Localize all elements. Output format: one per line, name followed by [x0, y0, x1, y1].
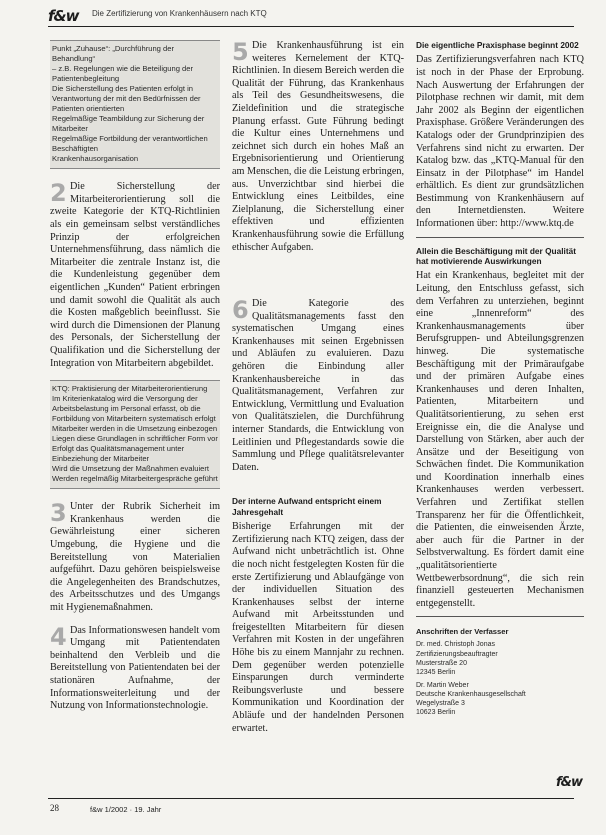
authors-title: Anschriften der Verfasser — [416, 627, 509, 637]
box-line: – z.B. Regelungen wie die Beteiligung der Patientenbegleitung — [52, 64, 193, 84]
section-6 — [232, 298, 404, 474]
box-line: Wird die Umsetzung der Maßnahmen evaluiert — [52, 464, 210, 474]
section-3 — [50, 501, 220, 614]
box-line: Liegen diese Grundlagen in schriftlicher Form vor — [52, 434, 218, 444]
box-line: Im Kriterienkatalog wird die Versorgung der Arbeitsbelastung im Personal erfasst, ob die Fortbildung von Mitarbeitern systematisch erfolgt — [52, 394, 216, 424]
divider — [416, 237, 584, 238]
header-rule — [48, 26, 574, 27]
section-number: 2 — [50, 179, 67, 208]
section-4 — [50, 622, 220, 713]
body-paragraph: Das Zertifizierungsverfahren nach KTQ ist noch in der Phase der Erprobung. Nach Auswertung der Erfahrungen der Pilotphase rechnen wir damit, mit dem Jahr 2002 als Beginn der eigentlichen Praxisphase. Größere Veränderungen des Katalogs oder der Grundprinzipien des Verfahrens sind nicht zu erwarten. Der Katalog bzw. das „KTQ-Manual für den Einsatz in der Pilotphase“ im Handel erhältlich. Es dient zur grundsätzlichen Bestimmung von Krankenhäusern auf den Internetdiensten. Weitere Informationen über: http://www.ktq.de — [416, 54, 584, 230]
author-address: Dr. Martin Weber Deutsche Krankenhausgesellschaft Wegelystraße 3 10623 Berlin — [416, 681, 526, 717]
journal-issue: f&w 1/2002 · 19. Jahr — [90, 805, 162, 814]
body-paragraph: Hat ein Krankenhaus, begleitet mit der Leitung, den Entschluss gefasst, sich dem Verfahren zu unterziehen, beginnt eine „Innenreform“ des Krankenhausmanagements über Berufsgruppen- und Abteilungsgrenzen hinweg. Die systematische Beschäftigung mit der Primäraufgabe und der primären Aufgabe eines Krankenhauses und deren Inhalten, Patienten, Mitarbeitern und Qualitätsorientierung, zu sehen erst Ereignisse ein, die die Analyse und Darstellung von Stärken, aber auch der Ansätze und der Beseitigung von Schwächen findet. Die Kommunikation und Koordination innerhalb eines Krankenhauses werden verbessert. Verfahren und Zertifikat stellen Transparenz her für die Öffentlichkeit, die Patienten, die einweisenden Ärzte, aber auch für die Partner in der Selbstverwaltung. Es fördert damit eine „qualitätsorientierte Wettbewerbsordnung“, die sich rein finanziell gesteuerten Mechanismen entgegenstellt. — [416, 270, 584, 609]
section-number: 5 — [232, 38, 249, 66]
divider — [416, 616, 584, 617]
body-paragraph: Bisherige Erfahrungen mit der Zertifizierung nach KTQ zeigen, dass der Aufwand nicht unbeträchtlich ist. Ohne die noch nicht festgelegten Kosten für die erste Zertifizierung und Ablaufgänge von der individuellen Situation des Krankenhauses selbst der interne Aufwand mit Arbeitsstunden und freigestellten Mitarbeitern für diesen Verfahren mit Kosten in der ungefähren Höhe bis zu einem Mannjahr zu rechnen. Dem gegenüber werden potenzielle Einsparungen durch verminderte Reibungsverluste und bessere Kommunikation und Koordination der Abläufe und der handelnden Personen erwartet. — [232, 521, 404, 734]
running-header: Die Zertifizierung von Krankenhäusern nach KTQ — [92, 9, 267, 18]
section-2 — [50, 181, 220, 370]
section-number: 6 — [232, 296, 249, 325]
section-number: 4 — [50, 622, 67, 651]
box-line: Krankenhausorganisation — [52, 154, 139, 164]
section-text: Das Informationswesen handelt vom Umgang mit Patientendaten beinhaltend den Verbleib und die Bereitstellung von Patientendaten bei der stationären Aufnahme, der Informationsweiterleitung und der Nutzung von Informationstechnologie. — [50, 624, 220, 712]
column-left — [50, 40, 220, 713]
section-text: Die Kategorie des Qualitätsmanagements fasst den systematischen Umgang eines Krankenhauses mit seinen Ergebnissen und Abläufen zu evaluieren. Dazu gehören die Einbindung aller Krankenhausbereiche in das Qualitätsmanagement, Verfahren zur Entwicklung, Vermittlung und Evaluation von Qualitätszielen, die Durchführung interner Standards, die Entwicklung von Leitlinien und Pflegestandards sowie die Sammlung und Pflege qualitätsrelevanter Daten. — [232, 298, 404, 473]
page-number: 28 — [50, 803, 59, 813]
journal-logo: f&w — [48, 7, 79, 25]
box-line: Mitarbeiter werden in die Umsetzung einbezogen — [52, 424, 218, 434]
section-5 — [232, 40, 404, 254]
box-line: Werden regelmäßig Mitarbeitergespräche geführt — [52, 474, 218, 484]
box-line: Regelmäßige Fortbildung der verantwortlichen Beschäftigten — [52, 134, 208, 154]
column-right — [416, 40, 584, 717]
section-text: Die Krankenhausführung ist ein weiteres Kernelement der KTQ-Richtlinien. In diesem Bereich werden die Qualität der Führung, das Krankenhaus als Teil des Gesundheitswesens, die Zieldefinition und die strategische Planung erfasst. Gute Führung bedingt die Kultur eines Unternehmens und zeichnet sich durch ein hohes Maß an Ergebnisorientierung und Orientierung am Menschen, die die Leistung erbringen, aus. Unverzichtbar sind hierbei die Entwicklung eines Leitbildes, eine Zielplanung, die Sicherstellung einer effektiven und effizienten Krankenhausführung sowie die Erfüllung ethischer Aufgaben. — [232, 40, 404, 253]
section-text: Unter der Rubrik Sicherheit im Krankenhaus werden die Gewährleistung einer sicheren Umgebung, die Hygiene und die Bereitstellung von Materialien aufgeführt. Dazu gehören beispielsweise die Angelegenheiten des Brandschutzes, des Arbeitsschutzes und des Umgangs mit Hygienemaßnahmen. — [50, 501, 220, 613]
footer-rule — [48, 798, 574, 799]
author-address: Dr. med. Christoph Jonas Zertifizierungsbeauftragter Musterstraße 20 12345 Berlin — [416, 641, 498, 676]
section-number: 3 — [50, 499, 67, 528]
subheading: Die eigentliche Praxisphase beginnt 2002 — [416, 40, 579, 50]
box-line: Punkt „Zuhause“: „Durchführung der Behandlung“ — [52, 44, 174, 64]
subheading: Der interne Aufwand entspricht einem Jahresgehalt — [232, 496, 382, 517]
info-box-mid — [50, 380, 220, 489]
subheading: Allein die Beschäftigung mit der Qualität hat motivierende Auswirkungen — [416, 245, 576, 267]
box-line: Die Sicherstellung des Patienten erfolgt in Verantwortung der mit den Bedürfnissen der Patienten orientierten — [52, 84, 201, 114]
box-line: KTQ: Praktisierung der Mitarbeiterorientierung — [52, 384, 208, 394]
box-line: Regelmäßige Teambildung zur Sicherung der Mitarbeiter — [52, 114, 205, 134]
info-box-top — [50, 40, 220, 169]
column-middle — [232, 40, 404, 735]
box-line: Erfolgt das Qualitätsmanagement unter Einbeziehung der Mitarbeiter — [52, 444, 185, 464]
section-text: Die Sicherstellung der Mitarbeiterorientierung soll die zweite Kategorie der KTQ-Richtlinien als ein gemeinsam selbst verständliches Prinzip der erfolgreichen Unternehmensführung, dass nämlich die Mitarbeiter die zentrale Instanz ist, die die Kundenleistung gegenüber dem eigentlichen „Kunden“ Patient erbringen und damit sowohl die Qualität als auch die Kosten maßgeblich beeinflusst. Sie wird durch die Dimensionen der Planung des Personals, der Sicherstellung der Qualifikation und die Sicherstellung der Integration von Mitarbeitern abgebildet. — [50, 181, 220, 369]
journal-logo-bottom: f&w — [556, 775, 583, 790]
